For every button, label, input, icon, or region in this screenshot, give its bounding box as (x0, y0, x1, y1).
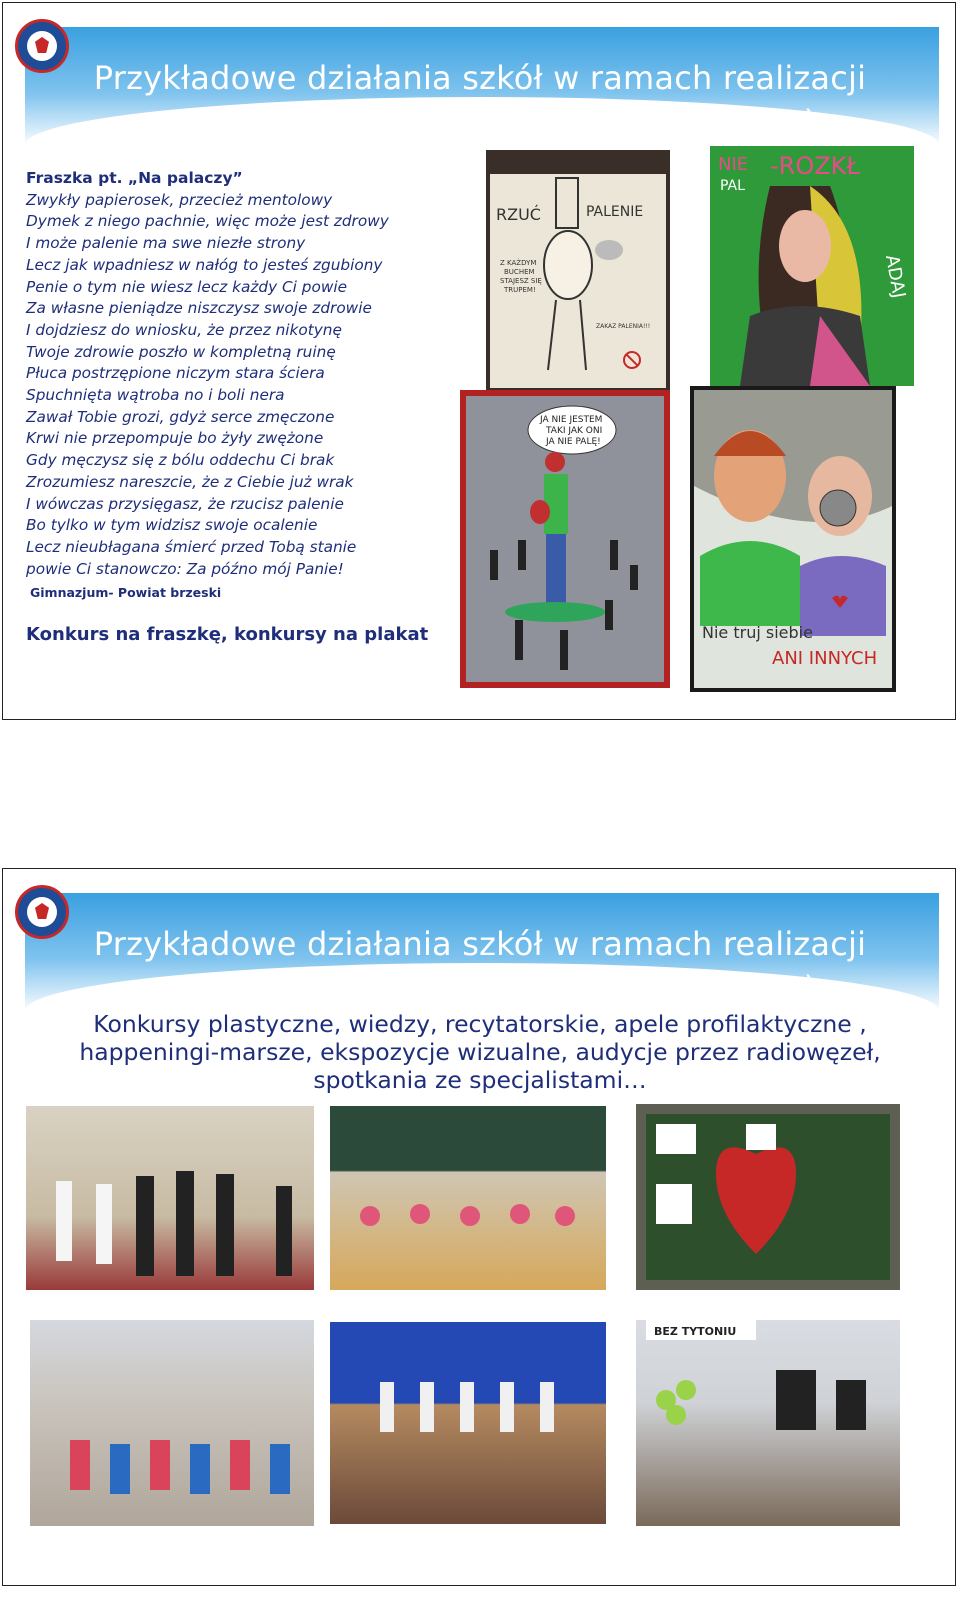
poem-line: Zwykły papierosek, przecież mentolowy (26, 190, 333, 209)
title-line-1: Przykładowe działania szkół w ramach realizacji (93, 925, 867, 963)
svg-text:Z KAŻDYM: Z KAŻDYM (500, 259, 537, 267)
poem-line: I dojdziesz do wniosku, że przez nikotynę (26, 320, 342, 339)
slide-1-title (60, 56, 900, 144)
slide-2-title (60, 922, 900, 1010)
svg-text:-ROZKŁ: -ROZKŁ (770, 152, 860, 180)
poem-title: Fraszka pt. „Na palaczy” (26, 169, 243, 187)
poster-text-rzuc: RZUĆ (496, 205, 541, 224)
slide-1-footer: Konkurs na fraszkę, konkursy na plakat (26, 624, 429, 645)
photo-gym-event (636, 1320, 900, 1526)
title-line-2: programów (dokumentacja fotograficzna) (143, 969, 817, 1007)
photo-school-stage (330, 1322, 606, 1524)
slide-2-subtitle: Konkursy plastyczne, wiedzy, recytatorskie, apele profilaktyczne , happeningi-marsze, ekspozycje wizualne, audycje przez radiowęzeł, spotkania ze specjalistami… (79, 1010, 881, 1094)
svg-text:ZAKAZ PALENIA!!!: ZAKAZ PALENIA!!! (596, 323, 651, 330)
poem (26, 168, 466, 604)
poem-line: Twoje zdrowie poszło w kompletną ruinę (26, 342, 336, 361)
poem-line: Krwi nie przepompuje bo żyły zwężone (26, 429, 324, 448)
poem-line: Płuca postrzępione niczym stara ściera (26, 364, 325, 383)
svg-text:JA NIE PALĘ!: JA NIE PALĘ! (546, 437, 601, 447)
poster-nie-pal (710, 146, 914, 386)
poem-line: Zrozumiesz nareszcie, że z Ciebie już wrak (26, 472, 354, 491)
title-line-2: programów (dokumentacja fotograficzna) (143, 103, 817, 141)
title-line-1: Przykładowe działania szkół w ramach realizacji (93, 59, 867, 97)
poem-line: Za własne pieniądze niszczysz swoje zdrowie (26, 299, 372, 318)
poem-line: Penie o tym nie wiesz lecz każdy Ci powie (26, 277, 348, 296)
svg-text:JA NIE JESTEM: JA NIE JESTEM (540, 415, 603, 425)
photo-heart-board (636, 1104, 900, 1290)
poem-line: Gdy męczysz się z bólu oddechu Ci brak (26, 451, 335, 470)
school-name: Gimnazjum- Powiat brzeski (30, 585, 222, 601)
poster-ja-nie-pale (460, 390, 670, 688)
svg-text:TAKI JAK ONI: TAKI JAK ONI (546, 426, 603, 436)
svg-text:TRUPEM!: TRUPEM! (504, 286, 536, 294)
svg-text:BUCHEM: BUCHEM (504, 268, 535, 276)
poem-line: powie Ci stanowczo: Za późno mój Panie! (26, 559, 344, 578)
photo-award-ceremony (26, 1106, 314, 1290)
poem-line: I może palenie ma swe niezłe strony (26, 234, 306, 253)
poem-line: Spuchnięta wątroba no i boli nera (26, 386, 285, 405)
poem-line: Dymek z niego pachnie, więc może jest zdrowy (26, 212, 389, 231)
svg-text:ADAJ: ADAJ (881, 253, 910, 300)
photo-class-with-cigarettes (330, 1106, 606, 1290)
svg-text:Nie truj siebie: Nie truj siebie (702, 623, 813, 642)
photo-students-with-diplomas (30, 1320, 314, 1526)
poster-nie-truj (690, 386, 896, 692)
svg-text:NIE: NIE (718, 154, 749, 175)
poster-text-palenie: PALENIE (586, 204, 644, 220)
poem-line: Lecz nieubłagana śmierć przed Tobą stanie (26, 537, 357, 556)
svg-text:ANI INNYCH: ANI INNYCH (772, 648, 878, 669)
poem-line: Lecz jak wpadniesz w nałóg to jesteś zgubiony (26, 255, 383, 274)
poster-rzuc-palenie (486, 150, 670, 390)
poem-line: I wówczas przysięgasz, że rzucisz palenie (26, 494, 344, 513)
svg-text:PAL: PAL (720, 178, 745, 194)
poem-line: Zawał Tobie grozi, gdyż serce zmęczone (26, 407, 335, 426)
poem-line: Bo tylko w tym widzisz swoje ocalenie (26, 516, 318, 535)
svg-text:STAJESZ SIĘ: STAJESZ SIĘ (500, 277, 542, 285)
svg-text:BEZ TYTONIU: BEZ TYTONIU (654, 1325, 737, 1338)
